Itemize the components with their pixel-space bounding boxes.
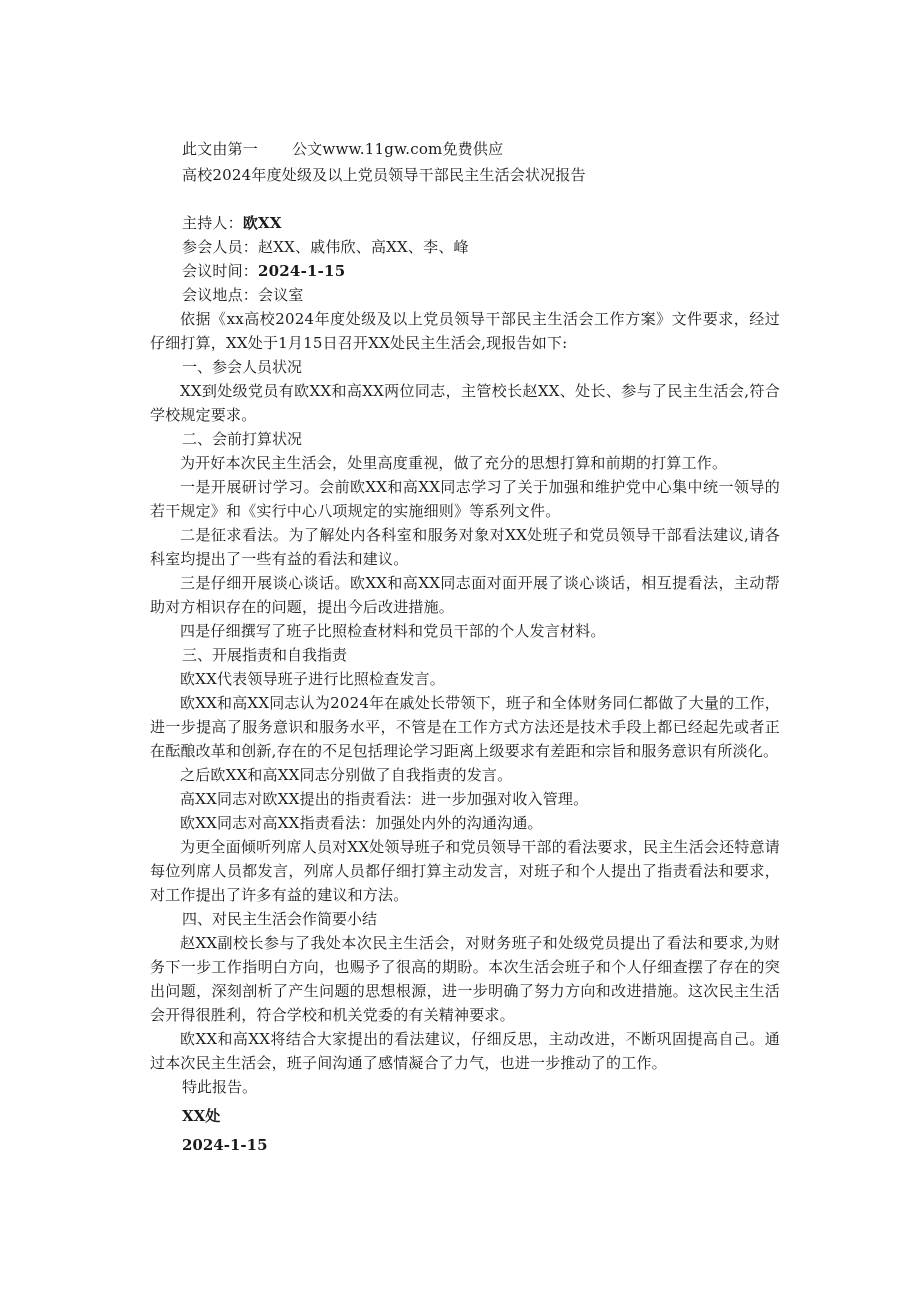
section-2-paragraph-4: 三是仔细开展谈心谈话。欧XX和高XX同志面对面开展了谈心谈话，相互提看法，主动帮助对方相识存在的问题，提出今后改进措施。	[150, 574, 780, 616]
section-2-paragraph-5: 四是仔细撰写了班子比照检查材料和党员干部的个人发言材料。	[180, 622, 606, 640]
source-site: 公文www.11gw.com免费供应	[292, 140, 504, 158]
section-2-paragraph-1: 为开好本次民主生活会，处里高度重视，做了充分的思想打算和前期的打算工作。	[180, 454, 728, 472]
time-value: 2024-1-15	[258, 262, 346, 280]
host-label: 主持人：	[182, 214, 243, 232]
closing-line: 特此报告。	[182, 1078, 258, 1096]
source-prefix: 此文由第一	[182, 140, 259, 158]
host-row	[182, 211, 282, 235]
section-3-paragraph-3: 之后欧XX和高XX同志分别做了自我指责的发言。	[180, 766, 513, 784]
section-3-title: 三、开展指责和自我指责	[182, 646, 348, 664]
attendees-label: 参会人员：	[182, 238, 259, 256]
section-1-title: 一、参会人员状况	[182, 358, 303, 376]
section-2-paragraph-2: 一是开展研讨学习。会前欧XX和高XX同志学习了关于加强和维护党中心集中统一领导的若干规定》和《实行中心八项规定的实施细则》等系列文件。	[150, 478, 780, 520]
signature-date: 2024-1-15	[182, 1136, 268, 1154]
place-row	[182, 283, 304, 307]
place-value: 会议室	[258, 286, 304, 304]
section-3-paragraph-4: 高XX同志对欧XX提出的指责看法：进一步加强对收入管理。	[180, 790, 589, 808]
attendees-row	[182, 235, 469, 259]
section-3-paragraph-5: 欧XX同志对高XX指责看法：加强处内外的沟通沟通。	[180, 814, 543, 832]
section-1-paragraph: XX到处级党员有欧XX和高XX两位同志，主管校长赵XX、处长、参与了民主生活会,符合学校规定要求。	[150, 382, 780, 424]
attendees-value: 赵XX、戚伟欣、高XX、李、峰	[258, 238, 469, 256]
section-3-paragraph-6: 为更全面倾听列席人员对XX处领导班子和党员领导干部的看法要求，民主生活会还特意请每位列席人员都发言，列席人员都仔细打算主动发言，对班子和个人提出了指责看法和要求，对工作提出了许多有益的建议和方法。	[150, 838, 780, 904]
document-title: 高校2024年度处级及以上党员领导干部民主生活会状况报告	[182, 166, 586, 184]
intro-paragraph: 依据《xx高校2024年度处级及以上党员领导干部民主生活会工作方案》文件要求，经过仔细打算，XX处于1月15日召开XX处民主生活会,现报告如下:	[150, 310, 780, 352]
place-label: 会议地点：	[182, 286, 259, 304]
host-value: 欧XX	[242, 214, 282, 232]
section-4-paragraph-2: 欧XX和高XX将结合大家提出的看法建议，仔细反思，主动改进，不断巩固提高自己。通过本次民主生活会，班子间沟通了感情凝合了力气，也进一步推动了的工作。	[150, 1030, 780, 1072]
section-2-paragraph-3: 二是征求看法。为了解处内各科室和服务对象对XX处班子和党员领导干部看法建议,请各科室均提出了一些有益的看法和建议。	[150, 526, 780, 568]
section-3-paragraph-1: 欧XX代表领导班子进行比照检查发言。	[180, 670, 445, 688]
section-3-paragraph-2: 欧XX和高XX同志认为2024年在戚处长带领下，班子和全体财务同仁都做了大量的工作，进一步提高了服务意识和服务水平，不管是在工作方式方法还是技术手段上都已经起先或者正在酝酿改革和创新,存在的不足包括理论学习距离上级要求有差距和宗旨和服务意识有所淡化。	[150, 694, 780, 760]
time-label: 会议时间：	[182, 262, 259, 280]
section-4-title: 四、对民主生活会作简要小结	[182, 910, 378, 928]
section-2-title: 二、会前打算状况	[182, 430, 303, 448]
section-4-paragraph-1: 赵XX副校长参与了我处本次民主生活会，对财务班子和处级党员提出了看法和要求,为财务下一步工作指明白方向，也赐予了很高的期盼。本次生活会班子和个人仔细查摆了存在的突出问题，深刻剖析了产生问题的思想根源，进一步明确了努力方向和改进措施。这次民主生活会开得很胜利，符合学校和机关党委的有关精神要求。	[150, 934, 780, 1024]
time-row	[182, 259, 345, 283]
signature-org: XX处	[182, 1107, 221, 1125]
